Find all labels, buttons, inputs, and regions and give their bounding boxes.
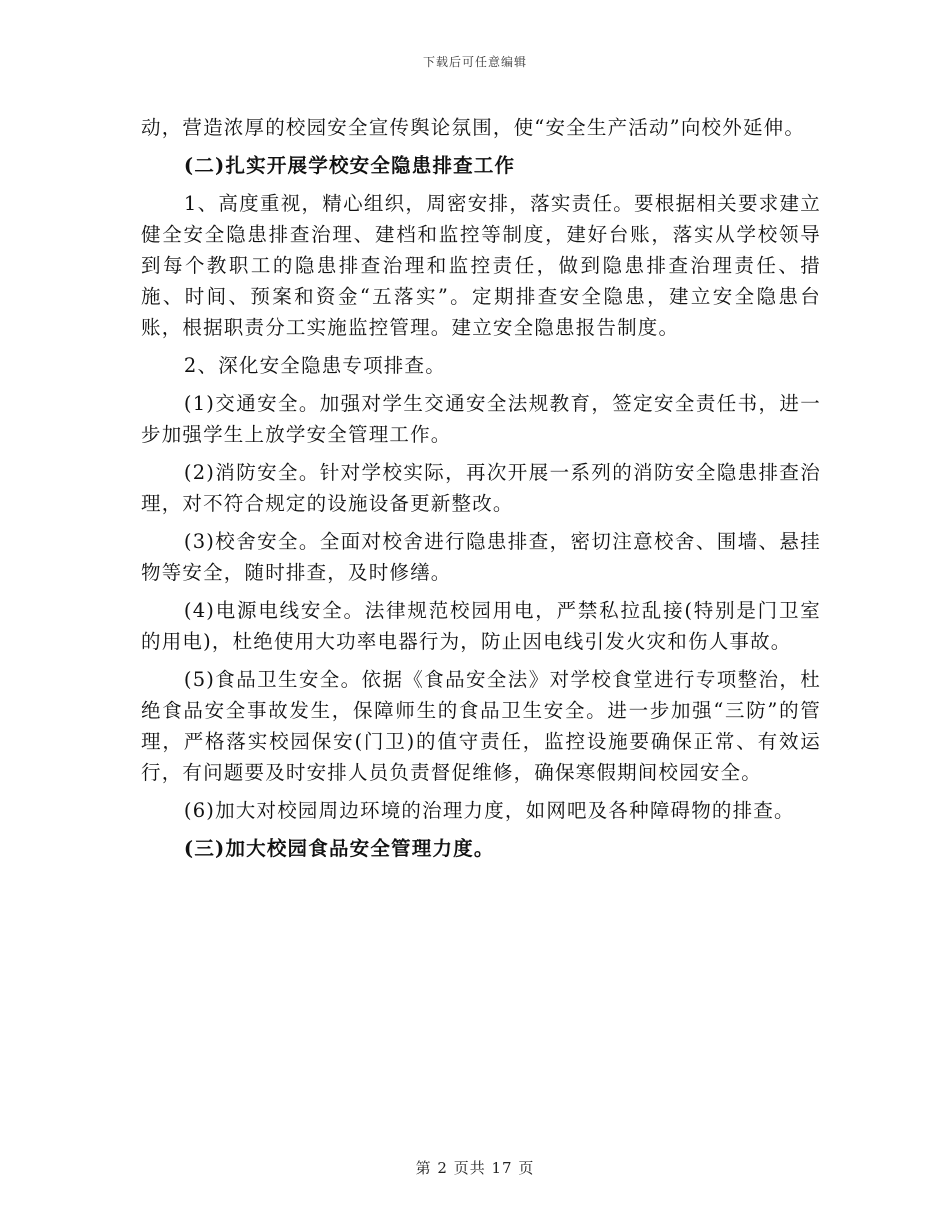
paragraph-subitem-6: (6)加大对校园周边环境的治理力度，如网吧及各种障碍物的排查。 [183,799,795,822]
paragraph-subitem-1: (1)交通安全。加强对学生交通安全法规教育，签定安全责任书，进一步加强学生上放学安全管理工作。 [141,392,821,446]
paragraph-item-2: 2、深化安全隐患专项排查。 [183,354,446,377]
section-heading-2: (二)扎实开展学校安全隐患排查工作 [183,154,516,177]
paragraph-continuation: 动，营造浓厚的校园安全宣传舆论氛围，使“安全生产活动”向校外延伸。 [141,116,806,139]
paragraph-subitem-5: (5)食品卫生安全。依据《食品安全法》对学校食堂进行专项整治，杜绝食品安全事故发生，保障师生的食品卫生安全。进一步加强“三防”的管理，严格落实校园保安(门卫)的值守责任，监控设施要确保正常、有效运行，有问题要及时安排人员负责督促维修，确保寒假期间校园安全。 [141,668,821,784]
paragraph-subitem-3: (3)校舍安全。全面对校舍进行隐患排查，密切注意校舍、围墙、悬挂物等安全，随时排查，及时修缮。 [141,530,821,584]
page-footer: 第 2 页共 17 页 [415,1159,535,1177]
section-heading-3: (三)加大校园食品安全管理力度。 [183,837,495,860]
page-header: 下载后可任意编辑 [422,55,527,69]
paragraph-subitem-2: (2)消防安全。针对学校实际，再次开展一系列的消防安全隐患排查治理，对不符合规定的设施设备更新整改。 [141,461,821,515]
document-body [141,112,821,864]
paragraph-item-1: 1、高度重视，精心组织，周密安排，落实责任。要根据相关要求建立健全安全隐患排查治理、建档和监控等制度，建好台账，落实从学校领导到每个教职工的隐患排查治理和监控责任，做到隐患排查治理责任、措施、时间、预案和资金“五落实”。定期排查安全隐患，建立安全隐患台账，根据职责分工实施监控管理。建立安全隐患报告制度。 [141,192,821,339]
paragraph-subitem-4: (4)电源电线安全。法律规范校园用电，严禁私拉乱接(特别是门卫室的用电)，杜绝使用大功率电器行为，防止因电线引发火灾和伤人事故。 [141,599,821,653]
